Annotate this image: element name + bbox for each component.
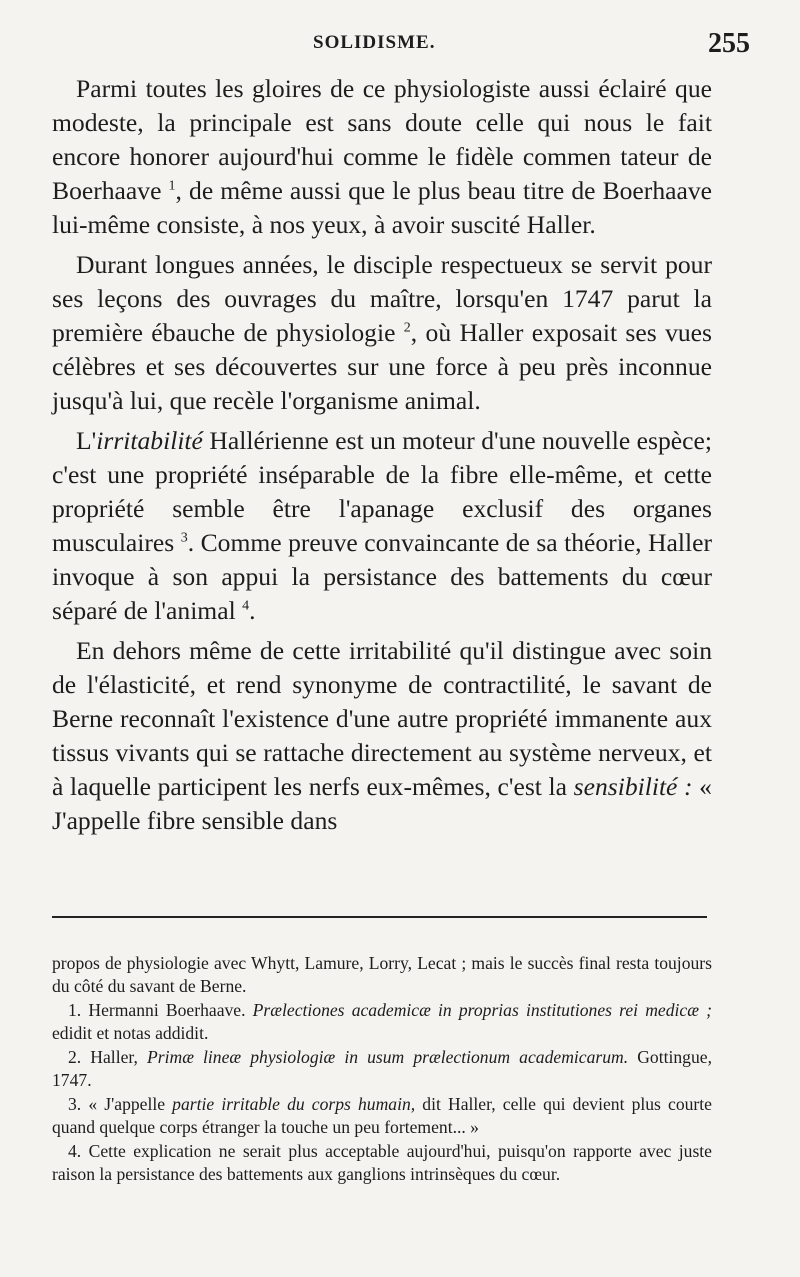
main-text xyxy=(52,72,712,844)
term-irritabilite: irritabilité xyxy=(96,426,203,455)
paragraph-1: Parmi toutes les gloires de ce physiologiste aussi éclairé que modeste, la principale est sans doute celle qui nous le fait encore honorer aujourd'hui comme le fidèle commen tateur de Boerhaave $^1$, de même aussi que le plus beau titre de Boerhaave lui-même consiste, à nos yeux, à avoir suscité Haller. xyxy=(52,74,712,239)
footnote-ref-3: 3 xyxy=(180,530,188,546)
footnote-number: 4. xyxy=(68,1141,82,1161)
footnote-continuation: propos de physiologie avec Whytt, Lamure, Lorry, Lecat ; mais le succès final resta toujours du côté du savant de Berne. xyxy=(52,953,712,996)
footnote-number: 3. xyxy=(68,1094,82,1114)
footnote-ref-2: 2 xyxy=(403,320,411,336)
footnote-2: 2. Haller, Primæ lineæ physiologiæ in usum prælectionum academicarum. Gottingue, 1747. xyxy=(52,1047,712,1090)
footnote-ref-4: 4 xyxy=(242,598,250,614)
running-title: SOLIDISME. xyxy=(313,32,436,53)
term-sensibilite: sensibilité : xyxy=(573,772,693,801)
footnote-4: 4. Cette explication ne serait plus acceptable aujourd'hui, puisqu'on rapporte avec juste raison la persistance des battements aux ganglions intrinsèques du cœur. xyxy=(52,1141,712,1184)
footnote-3: 3. « J'appelle partie irritable du corps humain, dit Haller, celle qui devient plus courte quand quelque corps étranger la touche un peu fortement... » xyxy=(52,1094,712,1137)
footnote-number: 1. xyxy=(68,1000,82,1020)
footnote-number: 2. xyxy=(68,1047,82,1067)
footnotes xyxy=(52,952,712,1187)
footnote-ref-1: 1 xyxy=(168,178,176,194)
page-header xyxy=(60,28,750,60)
paragraph-2: Durant longues années, le disciple respectueux se servit pour ses leçons des ouvrages du maître, lorsqu'en 1747 parut la première ébauche de physiologie $^2$, où Haller exposait ses vues célèbres et ses découvertes sur une force à peu près inconnue jusqu'à lui, que recèle l'organisme animal. xyxy=(52,250,712,415)
paragraph-4: En dehors même de cette irritabilité qu'il distingue avec soin de l'élasticité, et rend synonyme de contractilité, le savant de Berne reconnaît l'existence d'une autre propriété immanente aux tissus vivants qui se rattache directement au système nerveux, et à laquelle participent les nerfs eux-mêmes, c'est la sensibilité : « J'appelle fibre sensible dans xyxy=(52,636,712,835)
footnote-1: 1. Hermanni Boerhaave. Prælectiones academicæ in proprias institutiones rei medicæ ; edidit et notas addidit. xyxy=(52,1000,712,1043)
page-number: 255 xyxy=(708,28,750,59)
footnote-separator xyxy=(52,916,707,918)
paragraph-3: L'irritabilité Hallérienne est un moteur d'une nouvelle espèce; c'est une propriété inséparable de la fibre elle-même, et cette propriété semble être l'apanage exclusif des organes musculaires $^3$. Comme preuve convaincante de sa théorie, Haller invoque à son appui la persistance des battements du cœur séparé de l'animal $^4$. xyxy=(52,426,712,625)
